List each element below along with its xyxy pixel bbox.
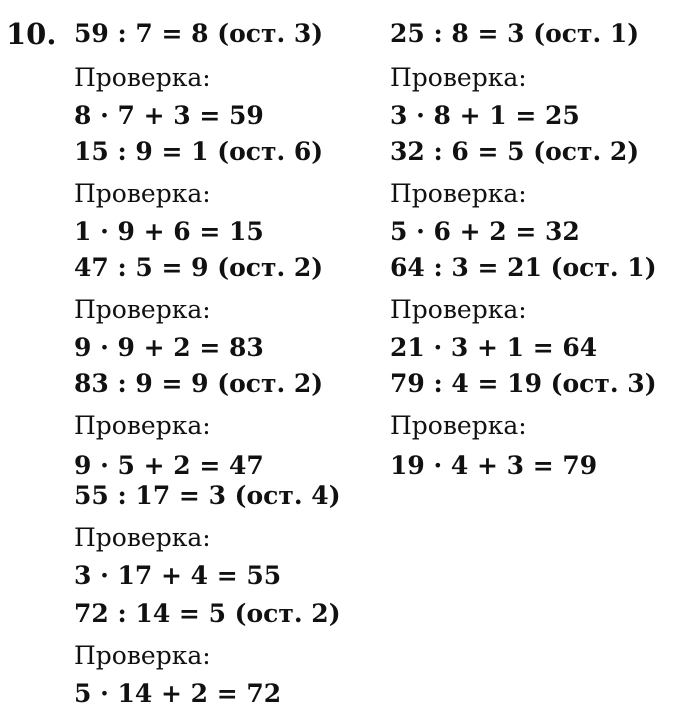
task-number: 10. bbox=[6, 17, 57, 51]
math-expression: 59 : 7 = 8 (ост. 3) bbox=[74, 19, 324, 48]
math-expression: 1 · 9 + 6 = 15 bbox=[74, 217, 264, 246]
check-label: Проверка: bbox=[390, 411, 527, 440]
check-label: Проверка: bbox=[74, 411, 211, 440]
check-label: Проверка: bbox=[74, 179, 211, 208]
math-expression: 19 · 4 + 3 = 79 bbox=[390, 451, 598, 480]
math-expression: 79 : 4 = 19 (ост. 3) bbox=[390, 369, 657, 398]
check-label: Проверка: bbox=[74, 63, 211, 92]
math-expression: 25 : 8 = 3 (ост. 1) bbox=[390, 19, 640, 48]
math-expression: 9 · 9 + 2 = 83 bbox=[74, 333, 264, 362]
math-expression: 83 : 9 = 9 (ост. 2) bbox=[74, 369, 324, 398]
math-expression: 72 : 14 = 5 (ост. 2) bbox=[74, 599, 341, 628]
check-label: Проверка: bbox=[74, 295, 211, 324]
check-label: Проверка: bbox=[390, 295, 527, 324]
math-expression: 64 : 3 = 21 (ост. 1) bbox=[390, 253, 657, 282]
math-expression: 47 : 5 = 9 (ост. 2) bbox=[74, 253, 324, 282]
check-label: Проверка: bbox=[390, 63, 527, 92]
math-expression: 8 · 7 + 3 = 59 bbox=[74, 101, 264, 130]
math-expression: 32 : 6 = 5 (ост. 2) bbox=[390, 137, 640, 166]
math-expression: 3 · 17 + 4 = 55 bbox=[74, 561, 282, 590]
math-expression: 5 · 6 + 2 = 32 bbox=[390, 217, 580, 246]
math-expression: 3 · 8 + 1 = 25 bbox=[390, 101, 580, 130]
math-expression: 15 : 9 = 1 (ост. 6) bbox=[74, 137, 324, 166]
math-expression: 21 · 3 + 1 = 64 bbox=[390, 333, 598, 362]
check-label: Проверка: bbox=[74, 523, 211, 552]
math-expression: 5 · 14 + 2 = 72 bbox=[74, 679, 282, 708]
math-expression: 55 : 17 = 3 (ост. 4) bbox=[74, 481, 341, 510]
math-expression: 9 · 5 + 2 = 47 bbox=[74, 451, 264, 480]
check-label: Проверка: bbox=[390, 179, 527, 208]
check-label: Проверка: bbox=[74, 641, 211, 670]
